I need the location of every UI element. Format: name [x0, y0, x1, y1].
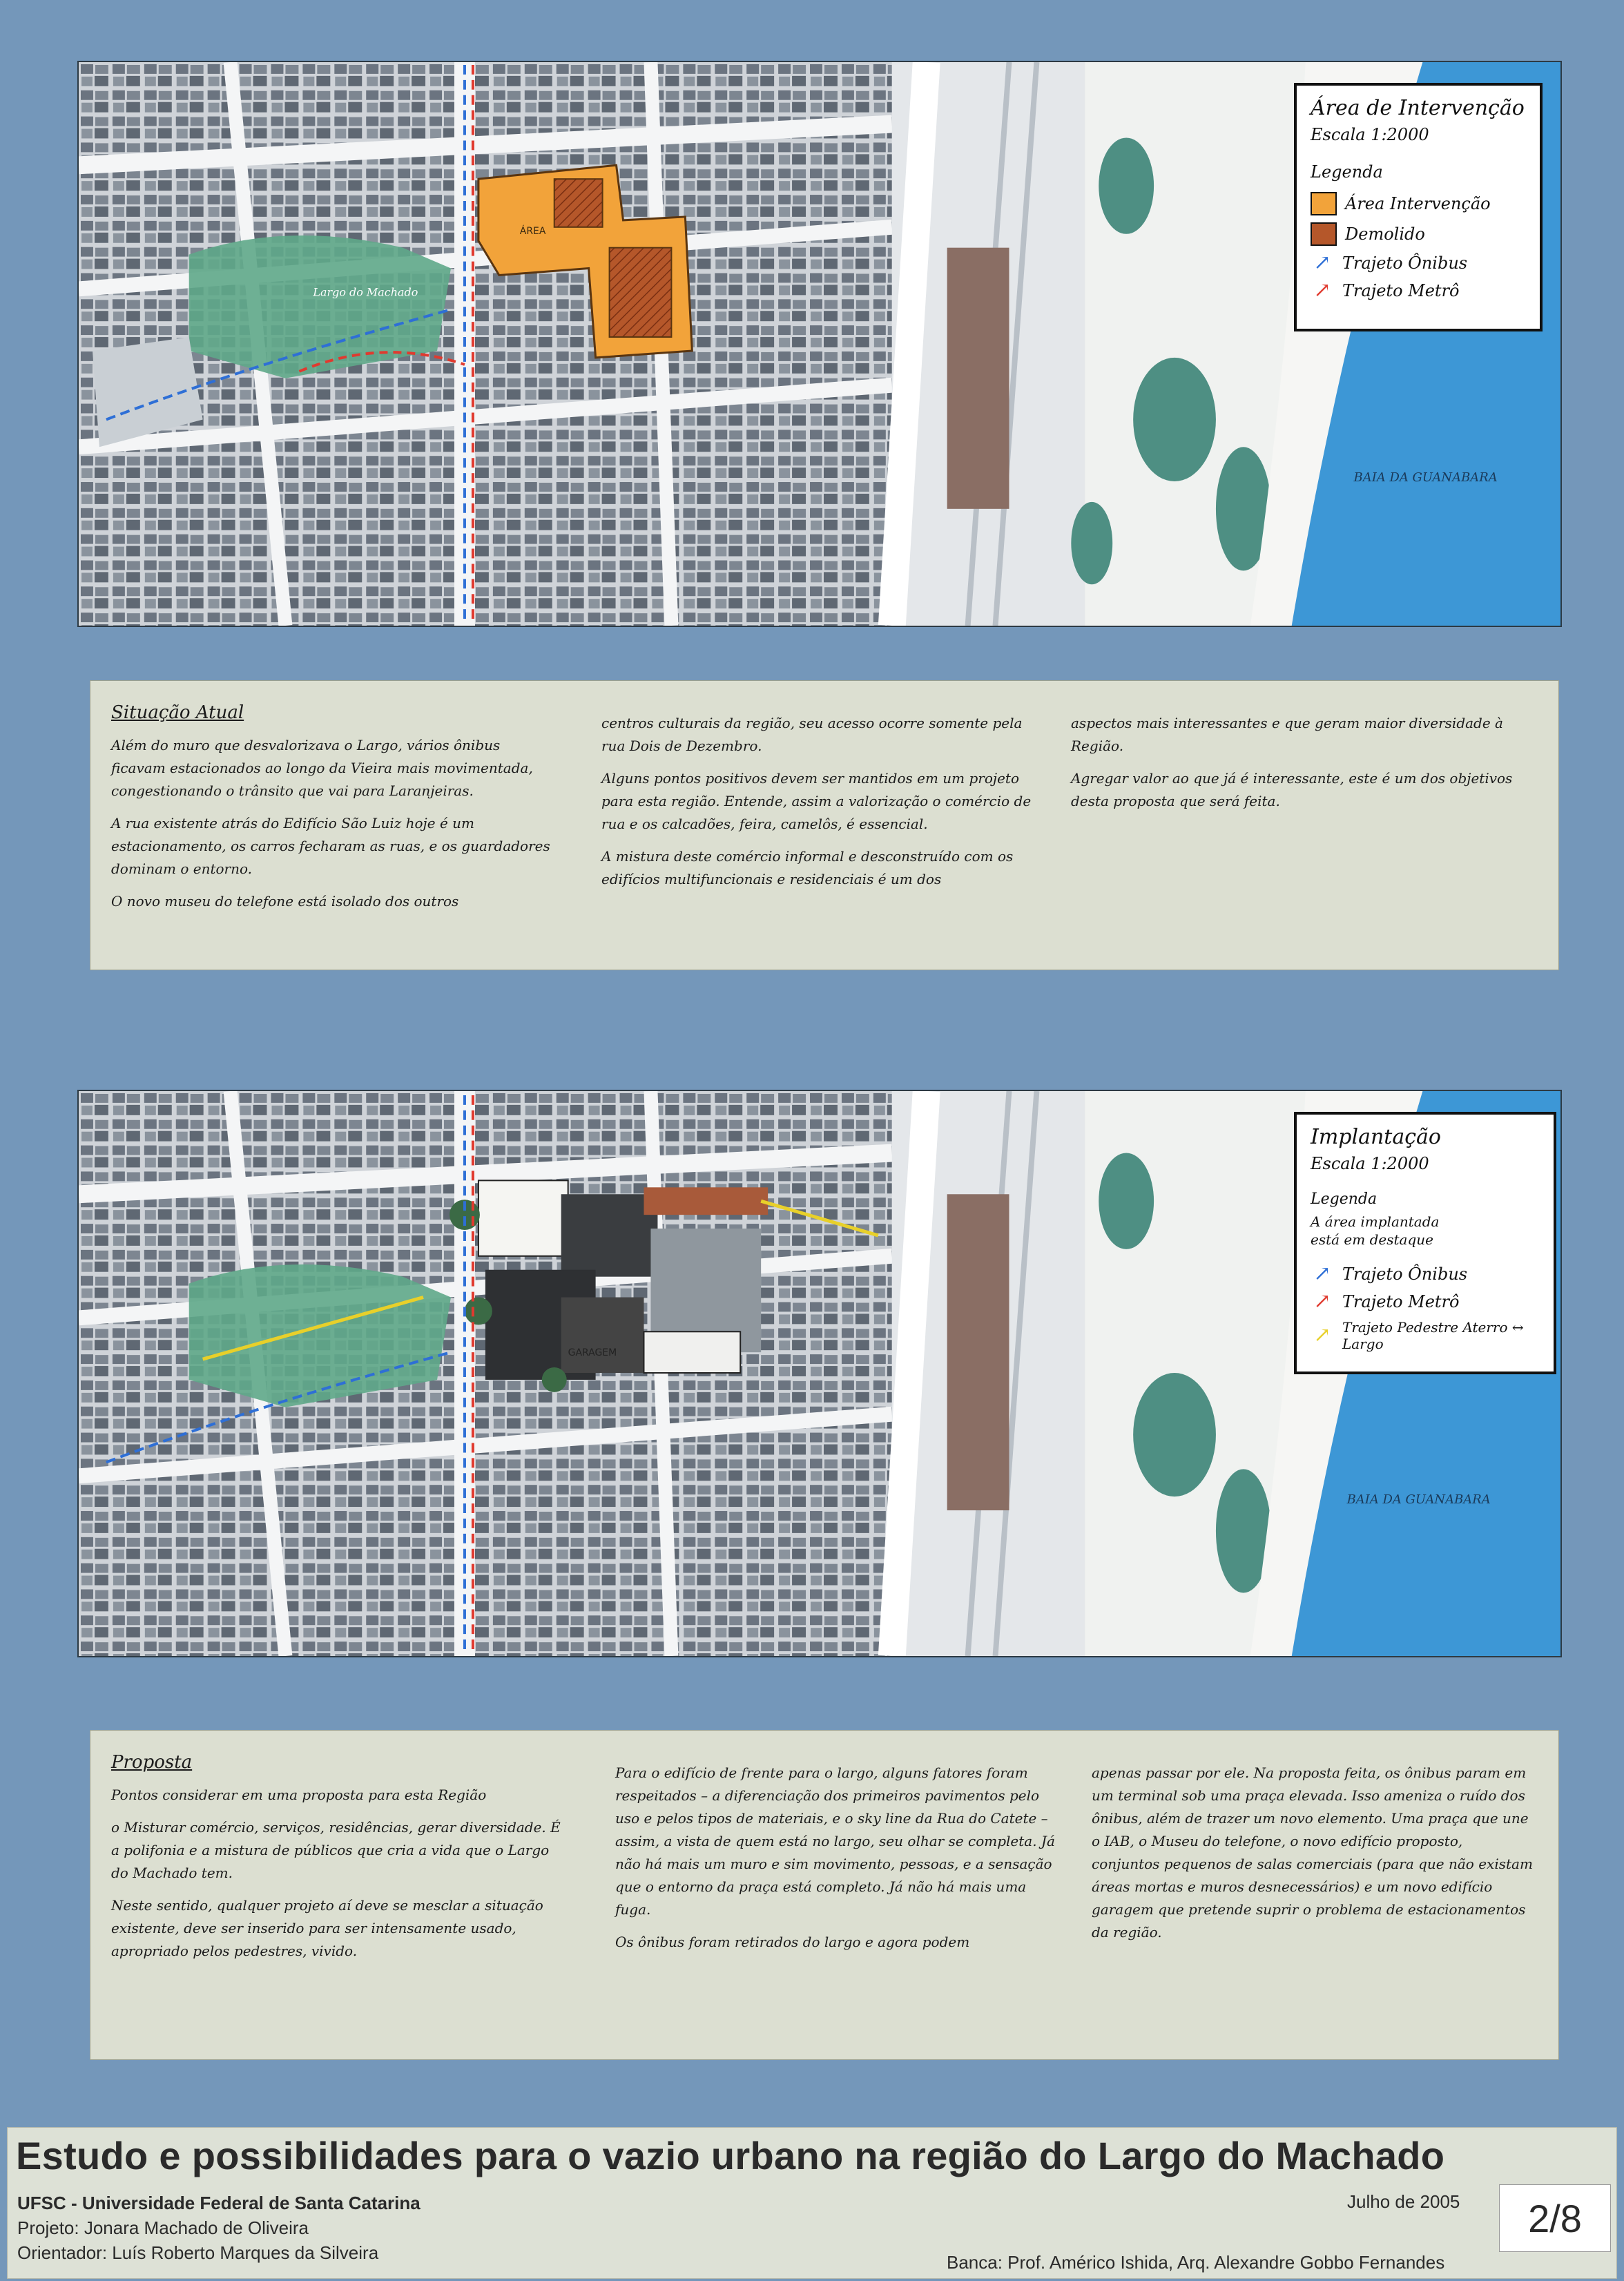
- bay-label: BAIA DA GUANABARA: [1353, 470, 1498, 485]
- map-legend: [1294, 83, 1543, 331]
- legend-note: A área implantada está em destaque: [1311, 1213, 1440, 1248]
- title-block: [7, 2127, 1617, 2279]
- map-legend: [1294, 1112, 1556, 1374]
- notes-column-1: Proposta Pontos considerar em uma proposta para esta Região o Misturar comércio, serviços, residências, gerar diversidade. É a polifonia e a mistura de públicos que cria a vida que o Largo do Machado tem. Neste sentido, qualquer projeto aí deve se mesclar a situação existente, deve ser inserido para ser intensamente usado, apropriado pelos pedestres, vivido.: [111, 1751, 567, 1972]
- section-heading: Proposta: [111, 1752, 193, 1773]
- legend-heading: Legenda: [1311, 162, 1383, 182]
- legend-heading: Legenda: [1311, 1191, 1378, 1208]
- red-arrow-icon: ↗: [1313, 1289, 1331, 1313]
- legend-title: Implantação: [1311, 1125, 1441, 1149]
- legend-item-metro: ↗ Trajeto Metrô: [1311, 1291, 1540, 1312]
- legend-scale: Escala 1:2000: [1311, 125, 1429, 144]
- bay-label: BAIA DA GUANABARA: [1346, 1492, 1491, 1508]
- current-situation-notes: [90, 680, 1559, 970]
- notes-column-3: apenas passar por ele. Na proposta feita, os ônibus param em um terminal sob uma praça elevada. Isso ameniza o ruído dos ônibus, além de trazer um novo elemento. Uma praça que une o IAB, o Museu do telefone, o novo edifício proposto, conjuntos pequenos de salas comerciais (para que não existam áreas mortas e muros desnecessários) e um novo edifício garagem que pretende suprir o problema de estacionamentos da região.: [1092, 1764, 1533, 1941]
- advisor: Orientador: Luís Roberto Marques da Silveira: [17, 2242, 379, 2263]
- notes-column-2: Para o edifício de frente para o largo, alguns fatores foram respeitados – a diferenciação dos primeiros pavimentos pelo uso e pelos tipos de materiais, e o sky line da Rua do Catete – assim, a vista de quem está no largo, seu olhar se completa. Já não há mais um muro e sim movimento, pessoas, e a sensação que o entorno da praça está completo. Já não há mais uma fuga. Os ônibus foram retirados do largo e agora podem: [615, 1764, 1055, 1950]
- legend-scale: Escala 1:2000: [1311, 1154, 1429, 1173]
- legend-title: Área de Intervenção: [1311, 96, 1525, 120]
- legend-item-pedestrian: ↗ Trajeto Pedestre Aterro ↔ Largo: [1311, 1319, 1540, 1352]
- blue-arrow-icon: ↗: [1313, 251, 1331, 275]
- university: UFSC - Universidade Federal de Santa Catarina: [17, 2193, 420, 2213]
- legend-item-bus: ↗ Trajeto Ônibus: [1311, 1264, 1540, 1284]
- section-heading: Situação Atual: [111, 702, 244, 723]
- notes-column-3: aspectos mais interessantes e que geram maior diversidade à Região. Agregar valor ao que já é interessante, este é um dos objetivos desta proposta que será feita.: [1071, 715, 1513, 809]
- implantation-map: [77, 1090, 1562, 1657]
- yellow-arrow-icon: ↗: [1313, 1323, 1331, 1347]
- legend-item-intervention: Área Intervenção: [1311, 192, 1526, 215]
- notes-column-2: centros culturais da região, seu acesso ocorre somente pela rua Dois de Dezembro. Alguns pontos positivos devem ser mantidos em um projeto para esta região. Entende, assim a valorização o comércio de rua e os calcadões, feira, camelôs, é essencial. A mistura deste comércio informal e desconstruído com os edifícios multifuncionais e residenciais é um dos: [601, 715, 1032, 887]
- svg-text:ÁREA: ÁREA: [519, 225, 546, 237]
- project-author: Projeto: Jonara Machado de Oliveira: [17, 2217, 309, 2238]
- committee: Banca: Prof. Américo Ishida, Arq. Alexandre Gobbo Fernandes: [947, 2252, 1445, 2273]
- orange-swatch-icon: [1311, 192, 1337, 215]
- brown-swatch-icon: [1311, 222, 1337, 246]
- blue-arrow-icon: ↗: [1313, 1262, 1331, 1286]
- notes-column-1: Situação Atual Além do muro que desvalorizava o Largo, vários ônibus ficavam estacionados ao longo da Vieira mais movimentada, congestionando o trânsito que vai para Laranjeiras. A rua existente atrás do Edifício São Luiz hoje é um estacionamento, os carros fecharam as ruas, e os guardadores dominam o entorno. O novo museu do telefone está isolado dos outros: [111, 702, 553, 923]
- red-arrow-icon: ↗: [1313, 278, 1331, 302]
- page-number: 2/8: [1499, 2184, 1611, 2252]
- board-title: Estudo e possibilidades para o vazio urbano na região do Largo do Machado: [16, 2134, 1445, 2177]
- date: Julho de 2005: [1347, 2191, 1460, 2212]
- proposal-notes: [90, 1730, 1559, 2060]
- legend-item-demolished: Demolido: [1311, 222, 1526, 246]
- intervention-area-map: [77, 61, 1562, 627]
- svg-text:GARAGEM: GARAGEM: [568, 1347, 617, 1359]
- svg-text:Largo do Machado: Largo do Machado: [313, 285, 418, 299]
- legend-item-bus: ↗ Trajeto Ônibus: [1311, 253, 1526, 273]
- legend-item-metro: ↗ Trajeto Metrô: [1311, 280, 1526, 301]
